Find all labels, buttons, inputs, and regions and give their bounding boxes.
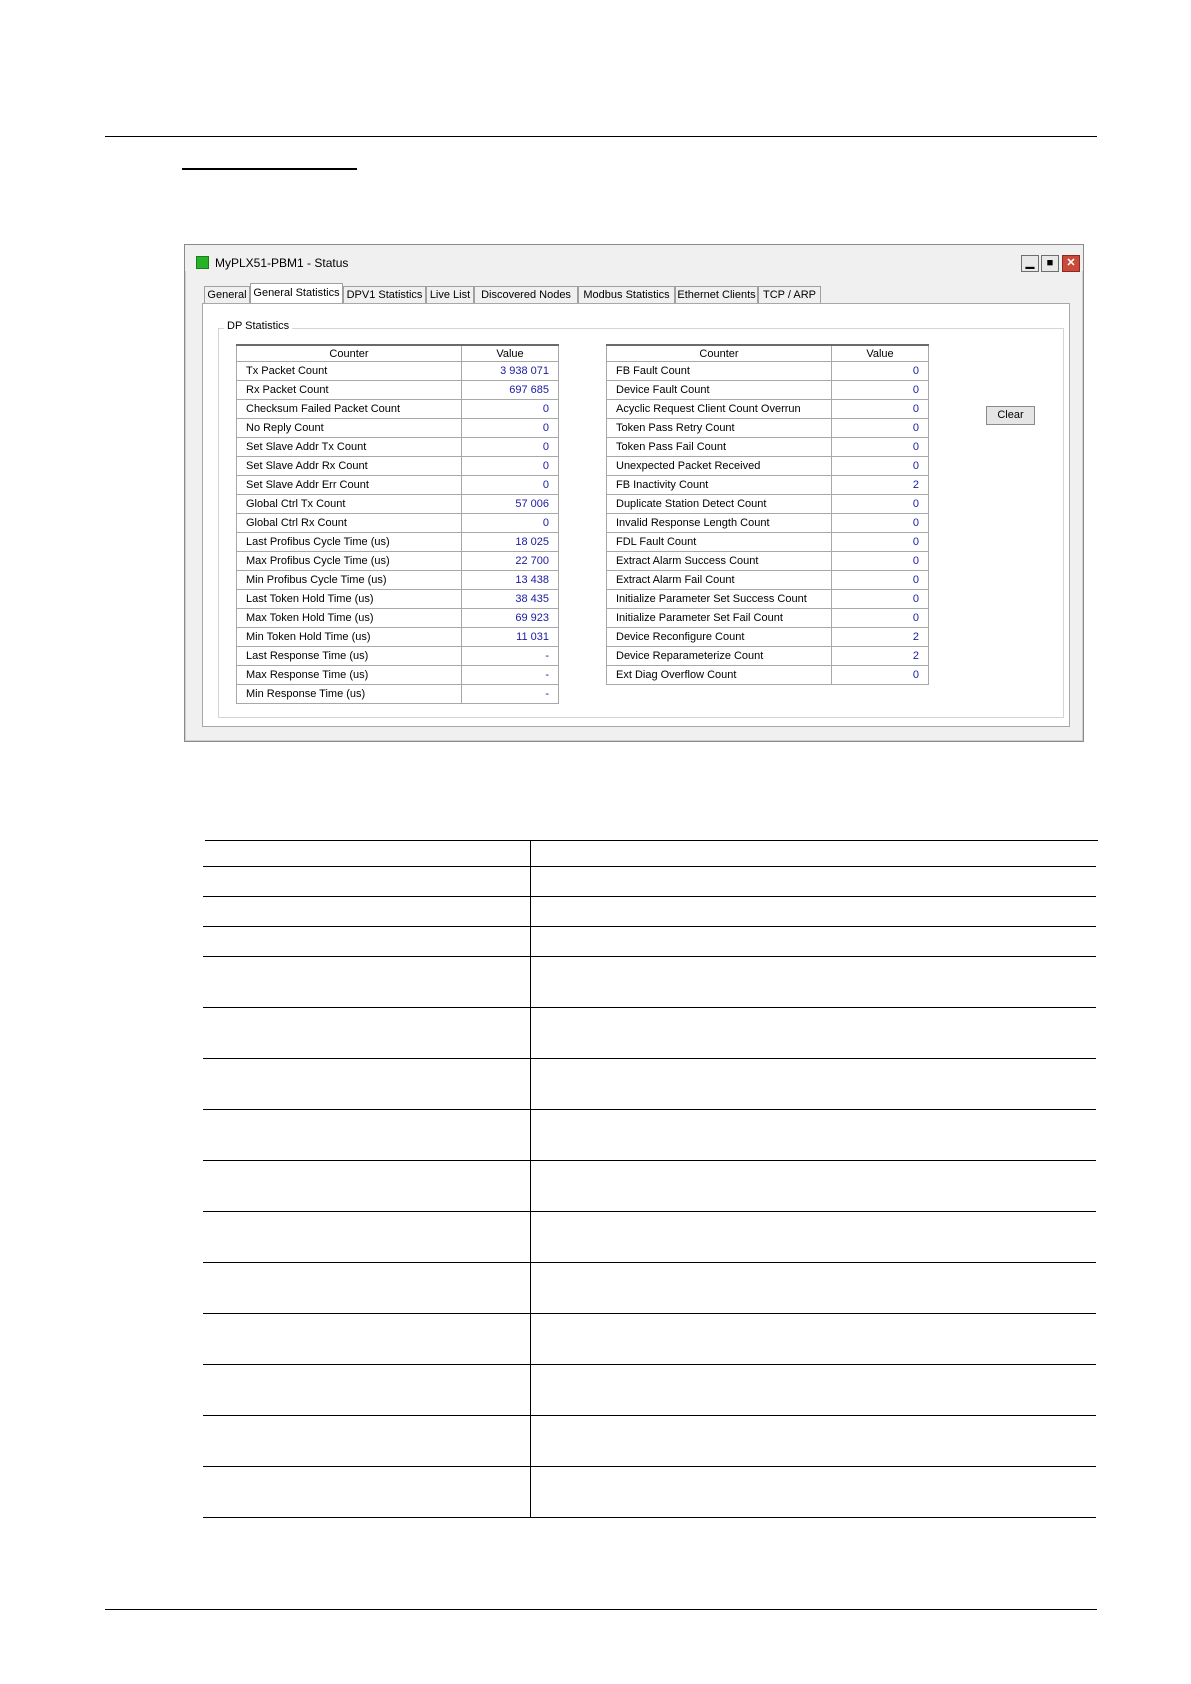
- header-rule: [105, 136, 1097, 137]
- counter-cell: Set Slave Addr Tx Count: [237, 438, 462, 457]
- value-column-header: Value: [462, 345, 559, 362]
- value-cell: 22 700: [462, 552, 559, 571]
- close-button[interactable]: ✕: [1062, 255, 1080, 272]
- tab-general[interactable]: General: [204, 286, 250, 303]
- column-divider: [530, 957, 531, 1007]
- title-bar: [185, 245, 1083, 271]
- counter-cell: Set Slave Addr Err Count: [237, 476, 462, 495]
- counter-cell: Min Profibus Cycle Time (us): [237, 571, 462, 590]
- counter-cell: Last Token Hold Time (us): [237, 590, 462, 609]
- counter-cell: No Reply Count: [237, 419, 462, 438]
- doc-table-row: [203, 1161, 1096, 1212]
- value-cell: 0: [832, 495, 929, 514]
- counter-cell: Invalid Response Length Count: [607, 514, 832, 533]
- value-cell: 2: [832, 647, 929, 666]
- doc-table-row: [203, 840, 1096, 867]
- table-row: [607, 419, 929, 438]
- doc-table-row: [203, 1008, 1096, 1059]
- value-cell: 57 006: [462, 495, 559, 514]
- table-row: [607, 533, 929, 552]
- value-cell: 0: [832, 666, 929, 685]
- value-cell: 0: [462, 400, 559, 419]
- counter-cell: Max Response Time (us): [237, 666, 462, 685]
- counter-cell: Global Ctrl Rx Count: [237, 514, 462, 533]
- column-divider: [530, 1467, 531, 1517]
- table-row: [237, 590, 559, 609]
- value-cell: 0: [832, 533, 929, 552]
- description-table: [203, 840, 1096, 1518]
- column-divider: [530, 1212, 531, 1262]
- column-divider: [530, 867, 531, 896]
- doc-table-row: [203, 1314, 1096, 1365]
- table-row: [607, 590, 929, 609]
- column-divider: [530, 1416, 531, 1466]
- counter-cell: Token Pass Retry Count: [607, 419, 832, 438]
- table-row: [237, 647, 559, 666]
- counter-cell: Token Pass Fail Count: [607, 438, 832, 457]
- right-stats-table: [606, 344, 929, 685]
- table-row: [237, 666, 559, 685]
- value-cell: 0: [462, 476, 559, 495]
- counter-cell: Acyclic Request Client Count Overrun: [607, 400, 832, 419]
- doc-table-row: [203, 1059, 1096, 1110]
- tab-modbus-statistics[interactable]: Modbus Statistics: [578, 286, 675, 303]
- value-cell: 0: [832, 571, 929, 590]
- table-row: [237, 628, 559, 647]
- doc-table-row: [203, 1467, 1096, 1518]
- value-cell: 13 438: [462, 571, 559, 590]
- value-cell: 11 031: [462, 628, 559, 647]
- counter-cell: FDL Fault Count: [607, 533, 832, 552]
- table-row: [607, 457, 929, 476]
- counter-cell: Min Response Time (us): [237, 685, 462, 704]
- counter-cell: Checksum Failed Packet Count: [237, 400, 462, 419]
- value-cell: -: [462, 647, 559, 666]
- counter-cell: Unexpected Packet Received: [607, 457, 832, 476]
- clear-button[interactable]: Clear: [986, 406, 1035, 425]
- table-row: [237, 685, 559, 704]
- counter-cell: Duplicate Station Detect Count: [607, 495, 832, 514]
- doc-table-row: [203, 927, 1096, 957]
- table-row: [607, 400, 929, 419]
- column-divider: [530, 1110, 531, 1160]
- column-divider: [530, 1161, 531, 1211]
- left-stats-table: [236, 344, 559, 704]
- column-divider: [530, 897, 531, 926]
- column-divider: [530, 927, 531, 956]
- doc-table-row: [203, 1263, 1096, 1314]
- doc-table-row: [203, 897, 1096, 927]
- value-cell: 0: [832, 590, 929, 609]
- counter-cell: Extract Alarm Fail Count: [607, 571, 832, 590]
- table-row: [237, 533, 559, 552]
- value-cell: 0: [832, 438, 929, 457]
- counter-cell: Last Profibus Cycle Time (us): [237, 533, 462, 552]
- counter-column-header: Counter: [607, 345, 832, 362]
- counter-cell: Initialize Parameter Set Fail Count: [607, 609, 832, 628]
- table-row: [607, 438, 929, 457]
- table-row: [237, 514, 559, 533]
- tab-ethernet-clients[interactable]: Ethernet Clients: [675, 286, 758, 303]
- counter-cell: Set Slave Addr Rx Count: [237, 457, 462, 476]
- column-divider: [530, 840, 531, 866]
- value-cell: 0: [462, 419, 559, 438]
- table-row: [607, 552, 929, 571]
- value-cell: 0: [462, 457, 559, 476]
- table-row: [237, 476, 559, 495]
- value-cell: 0: [832, 362, 929, 381]
- table-row: [237, 609, 559, 628]
- tab-discovered-nodes[interactable]: Discovered Nodes: [474, 286, 578, 303]
- column-divider: [530, 1314, 531, 1364]
- doc-table-row: [203, 957, 1096, 1008]
- maximize-button[interactable]: ■: [1041, 255, 1059, 272]
- counter-cell: Tx Packet Count: [237, 362, 462, 381]
- table-row: [607, 514, 929, 533]
- counter-cell: Device Reconfigure Count: [607, 628, 832, 647]
- value-cell: 0: [462, 438, 559, 457]
- value-cell: 3 938 071: [462, 362, 559, 381]
- counter-cell: Global Ctrl Tx Count: [237, 495, 462, 514]
- counter-cell: Ext Diag Overflow Count: [607, 666, 832, 685]
- tab-tcp-arp[interactable]: TCP / ARP: [758, 286, 821, 303]
- doc-table-row: [203, 1110, 1096, 1161]
- column-divider: [530, 1365, 531, 1415]
- table-row: [607, 495, 929, 514]
- value-cell: 0: [832, 381, 929, 400]
- table-row: [607, 628, 929, 647]
- table-row: [607, 647, 929, 666]
- table-row: [607, 571, 929, 590]
- table-row: [237, 438, 559, 457]
- section-heading-underline: [182, 168, 357, 170]
- counter-cell: Device Fault Count: [607, 381, 832, 400]
- value-cell: 38 435: [462, 590, 559, 609]
- table-row: [607, 362, 929, 381]
- value-cell: 0: [832, 552, 929, 571]
- table-row: [607, 381, 929, 400]
- column-divider: [530, 1263, 531, 1313]
- table-row: [237, 381, 559, 400]
- table-row: [237, 362, 559, 381]
- doc-table-row: [203, 867, 1096, 897]
- doc-table-row: [203, 1365, 1096, 1416]
- column-divider: [530, 1008, 531, 1058]
- value-column-header: Value: [832, 345, 929, 362]
- value-cell: 697 685: [462, 381, 559, 400]
- table-row: [237, 400, 559, 419]
- value-cell: 0: [832, 457, 929, 476]
- value-cell: 0: [832, 400, 929, 419]
- tab-general-statistics[interactable]: General Statistics: [250, 283, 343, 304]
- value-cell: 2: [832, 476, 929, 495]
- doc-table-row: [203, 1212, 1096, 1263]
- status-window: [184, 244, 1084, 742]
- counter-cell: Min Token Hold Time (us): [237, 628, 462, 647]
- counter-cell: FB Fault Count: [607, 362, 832, 381]
- counter-cell: Device Reparameterize Count: [607, 647, 832, 666]
- table-row: [237, 552, 559, 571]
- table-row: [237, 419, 559, 438]
- value-cell: 2: [832, 628, 929, 647]
- tab-panel: [202, 303, 1070, 727]
- value-cell: 69 923: [462, 609, 559, 628]
- value-cell: 0: [462, 514, 559, 533]
- footer-rule: [105, 1609, 1097, 1610]
- group-label: DP Statistics: [224, 320, 292, 332]
- column-divider: [530, 1059, 531, 1109]
- counter-cell: Max Token Hold Time (us): [237, 609, 462, 628]
- status-indicator-icon: [196, 256, 209, 269]
- value-cell: 0: [832, 609, 929, 628]
- tab-live-list[interactable]: Live List: [426, 286, 474, 303]
- tab-dpv1-statistics[interactable]: DPV1 Statistics: [343, 286, 426, 303]
- window-title: MyPLX51-PBM1 - Status: [215, 256, 349, 270]
- counter-cell: Rx Packet Count: [237, 381, 462, 400]
- table-row: [607, 609, 929, 628]
- table-row: [237, 571, 559, 590]
- table-row: [237, 457, 559, 476]
- table-row: [237, 495, 559, 514]
- value-cell: 0: [832, 514, 929, 533]
- table-row: [607, 476, 929, 495]
- counter-cell: Last Response Time (us): [237, 647, 462, 666]
- table-row: [607, 666, 929, 685]
- value-cell: 18 025: [462, 533, 559, 552]
- value-cell: 0: [832, 419, 929, 438]
- counter-cell: FB Inactivity Count: [607, 476, 832, 495]
- counter-cell: Extract Alarm Success Count: [607, 552, 832, 571]
- counter-cell: Initialize Parameter Set Success Count: [607, 590, 832, 609]
- doc-table-row: [203, 1416, 1096, 1467]
- value-cell: -: [462, 685, 559, 704]
- counter-cell: Max Profibus Cycle Time (us): [237, 552, 462, 571]
- value-cell: -: [462, 666, 559, 685]
- minimize-button[interactable]: ▁: [1021, 255, 1039, 272]
- counter-column-header: Counter: [237, 345, 462, 362]
